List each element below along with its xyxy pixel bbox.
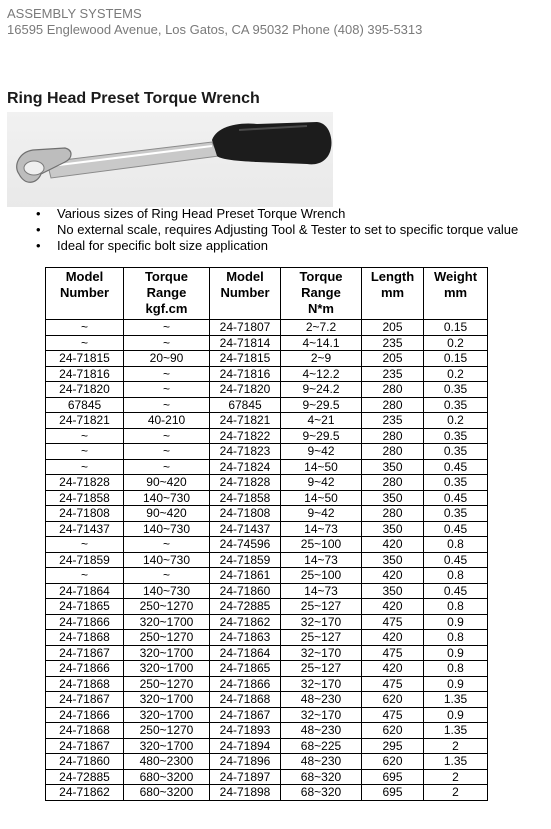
cell-length: 280	[362, 444, 424, 460]
cell-weight: 0.2	[424, 335, 488, 351]
cell-length: 620	[362, 723, 424, 739]
cell-weight: 0.35	[424, 382, 488, 398]
table-row	[46, 692, 488, 708]
cell-torque-nm: 14~73	[281, 552, 362, 568]
cell-model-number-2: 24-71824	[210, 459, 281, 475]
cell-length: 205	[362, 351, 424, 367]
cell-model-number-1: 24-71868	[46, 630, 124, 646]
cell-torque-kgfcm: ~	[124, 568, 210, 584]
cell-model-number-2: 24-71807	[210, 320, 281, 336]
cell-torque-kgfcm: 90~420	[124, 475, 210, 491]
table-row	[46, 707, 488, 723]
table-row	[46, 320, 488, 336]
cell-length: 420	[362, 568, 424, 584]
cell-torque-nm: 25~127	[281, 661, 362, 677]
cell-length: 350	[362, 490, 424, 506]
table-row	[46, 413, 488, 429]
cell-torque-nm: 14~50	[281, 459, 362, 475]
cell-weight: 0.2	[424, 366, 488, 382]
cell-model-number-1: 24-71867	[46, 692, 124, 708]
cell-torque-kgfcm: 480~2300	[124, 754, 210, 770]
cell-length: 475	[362, 614, 424, 630]
cell-torque-kgfcm: 320~1700	[124, 692, 210, 708]
cell-torque-kgfcm: 250~1270	[124, 676, 210, 692]
cell-model-number-1: ~	[46, 320, 124, 336]
cell-torque-nm: 68~320	[281, 785, 362, 801]
cell-weight: 0.35	[424, 444, 488, 460]
cell-weight: 0.35	[424, 506, 488, 522]
cell-length: 235	[362, 413, 424, 429]
cell-model-number-2: 24-71867	[210, 707, 281, 723]
cell-weight: 0.9	[424, 614, 488, 630]
cell-length: 475	[362, 676, 424, 692]
cell-torque-kgfcm: 140~730	[124, 552, 210, 568]
cell-model-number-2: 24-71862	[210, 614, 281, 630]
cell-length: 280	[362, 397, 424, 413]
cell-torque-nm: 9~42	[281, 475, 362, 491]
cell-model-number-2: 24-71815	[210, 351, 281, 367]
header-model-number-1: Model Number	[46, 268, 124, 320]
table-row	[46, 506, 488, 522]
cell-torque-kgfcm: ~	[124, 537, 210, 553]
cell-model-number-2: 24-71820	[210, 382, 281, 398]
cell-weight: 0.45	[424, 521, 488, 537]
product-title: Ring Head Preset Torque Wrench	[7, 90, 260, 107]
cell-length: 235	[362, 366, 424, 382]
cell-model-number-1: 24-71859	[46, 552, 124, 568]
table-row	[46, 583, 488, 599]
cell-torque-nm: 14~50	[281, 490, 362, 506]
cell-torque-nm: 2~9	[281, 351, 362, 367]
cell-weight: 0.9	[424, 707, 488, 723]
cell-torque-kgfcm: 320~1700	[124, 738, 210, 754]
cell-torque-nm: 14~73	[281, 583, 362, 599]
cell-length: 280	[362, 475, 424, 491]
cell-weight: 2	[424, 769, 488, 785]
cell-torque-nm: 25~127	[281, 630, 362, 646]
cell-length: 235	[362, 335, 424, 351]
cell-weight: 2	[424, 738, 488, 754]
cell-model-number-1: 24-71820	[46, 382, 124, 398]
header-torque-nm: Torque Range N*m	[281, 268, 362, 320]
cell-length: 620	[362, 754, 424, 770]
cell-torque-kgfcm: ~	[124, 382, 210, 398]
cell-weight: 0.8	[424, 599, 488, 615]
cell-weight: 0.9	[424, 645, 488, 661]
cell-weight: 0.35	[424, 397, 488, 413]
cell-torque-kgfcm: ~	[124, 397, 210, 413]
cell-length: 420	[362, 630, 424, 646]
cell-weight: 0.45	[424, 490, 488, 506]
cell-length: 280	[362, 506, 424, 522]
table-row	[46, 428, 488, 444]
cell-torque-nm: 68~320	[281, 769, 362, 785]
cell-weight: 1.35	[424, 723, 488, 739]
cell-weight: 0.8	[424, 661, 488, 677]
cell-torque-nm: 2~7.2	[281, 320, 362, 336]
cell-model-number-2: 24-71897	[210, 769, 281, 785]
cell-torque-nm: 48~230	[281, 692, 362, 708]
header-length: Length mm	[362, 268, 424, 320]
cell-model-number-1: 24-71815	[46, 351, 124, 367]
cell-model-number-1: 24-71437	[46, 521, 124, 537]
cell-model-number-1: 24-71868	[46, 723, 124, 739]
cell-torque-kgfcm: 320~1700	[124, 614, 210, 630]
cell-torque-kgfcm: 250~1270	[124, 630, 210, 646]
cell-torque-nm: 9~29.5	[281, 428, 362, 444]
cell-length: 420	[362, 661, 424, 677]
cell-length: 205	[362, 320, 424, 336]
cell-model-number-2: 24-71437	[210, 521, 281, 537]
cell-model-number-1: 24-71866	[46, 614, 124, 630]
cell-weight: 1.35	[424, 754, 488, 770]
cell-model-number-2: 24-71864	[210, 645, 281, 661]
cell-length: 620	[362, 692, 424, 708]
cell-torque-kgfcm: ~	[124, 366, 210, 382]
cell-model-number-1: ~	[46, 444, 124, 460]
cell-length: 695	[362, 769, 424, 785]
cell-torque-kgfcm: ~	[124, 444, 210, 460]
table-row	[46, 366, 488, 382]
cell-length: 695	[362, 785, 424, 801]
table-row	[46, 521, 488, 537]
cell-length: 295	[362, 738, 424, 754]
cell-torque-nm: 32~170	[281, 645, 362, 661]
cell-model-number-1: 24-71866	[46, 707, 124, 723]
cell-model-number-1: 24-71864	[46, 583, 124, 599]
cell-torque-kgfcm: 250~1270	[124, 723, 210, 739]
cell-length: 350	[362, 552, 424, 568]
table-row	[46, 676, 488, 692]
table-row	[46, 475, 488, 491]
cell-model-number-1: 24-71860	[46, 754, 124, 770]
cell-model-number-1: ~	[46, 537, 124, 553]
cell-weight: 0.2	[424, 413, 488, 429]
cell-torque-nm: 4~21	[281, 413, 362, 429]
cell-model-number-1: 24-71862	[46, 785, 124, 801]
cell-torque-kgfcm: 140~730	[124, 521, 210, 537]
header-weight: Weight mm	[424, 268, 488, 320]
cell-model-number-1: 24-71865	[46, 599, 124, 615]
cell-model-number-2: 24-72885	[210, 599, 281, 615]
feature-item: • Various sizes of Ring Head Preset Torque Wrench	[36, 206, 518, 222]
cell-torque-kgfcm: ~	[124, 320, 210, 336]
cell-length: 475	[362, 707, 424, 723]
table-row	[46, 382, 488, 398]
cell-torque-nm: 32~170	[281, 676, 362, 692]
feature-item: • Ideal for specific bolt size application	[36, 238, 518, 254]
feature-item: • No external scale, requires Adjusting Tool & Tester to set to specific torque value	[36, 222, 518, 238]
cell-torque-nm: 32~170	[281, 707, 362, 723]
cell-length: 420	[362, 599, 424, 615]
table-row	[46, 754, 488, 770]
cell-torque-kgfcm: 40-210	[124, 413, 210, 429]
cell-model-number-1: ~	[46, 459, 124, 475]
cell-weight: 0.45	[424, 552, 488, 568]
cell-torque-kgfcm: 320~1700	[124, 707, 210, 723]
cell-weight: 0.8	[424, 568, 488, 584]
cell-model-number-2: 24-71866	[210, 676, 281, 692]
cell-model-number-1: ~	[46, 568, 124, 584]
cell-model-number-2: 24-71828	[210, 475, 281, 491]
cell-length: 350	[362, 521, 424, 537]
cell-model-number-1: 24-71816	[46, 366, 124, 382]
feature-list	[36, 206, 518, 254]
cell-torque-nm: 9~42	[281, 506, 362, 522]
cell-torque-nm: 25~100	[281, 537, 362, 553]
cell-torque-nm: 4~12.2	[281, 366, 362, 382]
cell-weight: 0.35	[424, 428, 488, 444]
cell-model-number-2: 24-71898	[210, 785, 281, 801]
cell-model-number-1: 24-71867	[46, 738, 124, 754]
table-row	[46, 614, 488, 630]
cell-model-number-1: ~	[46, 335, 124, 351]
cell-weight: 1.35	[424, 692, 488, 708]
cell-model-number-2: 24-71860	[210, 583, 281, 599]
table-row	[46, 397, 488, 413]
cell-torque-nm: 9~29.5	[281, 397, 362, 413]
cell-weight: 2	[424, 785, 488, 801]
company-address: 16595 Englewood Avenue, Los Gatos, CA 95032 Phone (408) 395-5313	[7, 22, 423, 37]
cell-model-number-1: 24-72885	[46, 769, 124, 785]
header-torque-kgfcm: Torque Range kgf.cm	[124, 268, 210, 320]
cell-torque-kgfcm: ~	[124, 335, 210, 351]
company-header	[7, 6, 422, 38]
table-row	[46, 645, 488, 661]
cell-model-number-2: 24-71814	[210, 335, 281, 351]
table-row	[46, 723, 488, 739]
cell-model-number-2: 24-71861	[210, 568, 281, 584]
cell-torque-nm: 48~230	[281, 754, 362, 770]
table-row	[46, 599, 488, 615]
cell-weight: 0.8	[424, 537, 488, 553]
cell-model-number-2: 24-71821	[210, 413, 281, 429]
cell-torque-kgfcm: 250~1270	[124, 599, 210, 615]
cell-model-number-1: 24-71868	[46, 676, 124, 692]
table-row	[46, 459, 488, 475]
company-name: ASSEMBLY SYSTEMS	[7, 6, 142, 21]
cell-torque-nm: 25~100	[281, 568, 362, 584]
table-row	[46, 568, 488, 584]
cell-model-number-1: 24-71808	[46, 506, 124, 522]
table-header-row	[46, 268, 488, 320]
cell-model-number-2: 24-71893	[210, 723, 281, 739]
header-model-number-2: Model Number	[210, 268, 281, 320]
cell-model-number-1: 24-71858	[46, 490, 124, 506]
cell-torque-kgfcm: 680~3200	[124, 785, 210, 801]
cell-torque-kgfcm: 90~420	[124, 506, 210, 522]
table-row	[46, 444, 488, 460]
cell-length: 350	[362, 459, 424, 475]
cell-weight: 0.8	[424, 630, 488, 646]
cell-torque-kgfcm: 320~1700	[124, 661, 210, 677]
cell-model-number-1: 24-71866	[46, 661, 124, 677]
cell-model-number-2: 24-71896	[210, 754, 281, 770]
cell-length: 280	[362, 382, 424, 398]
cell-torque-nm: 32~170	[281, 614, 362, 630]
cell-model-number-2: 67845	[210, 397, 281, 413]
cell-torque-nm: 14~73	[281, 521, 362, 537]
cell-weight: 0.15	[424, 351, 488, 367]
table-row	[46, 537, 488, 553]
table-row	[46, 552, 488, 568]
cell-length: 420	[362, 537, 424, 553]
cell-model-number-1: ~	[46, 428, 124, 444]
cell-weight: 0.15	[424, 320, 488, 336]
cell-model-number-2: 24-71808	[210, 506, 281, 522]
cell-weight: 0.9	[424, 676, 488, 692]
cell-model-number-2: 24-71859	[210, 552, 281, 568]
spec-table	[45, 267, 488, 801]
cell-model-number-1: 24-71821	[46, 413, 124, 429]
cell-model-number-2: 24-71822	[210, 428, 281, 444]
cell-model-number-2: 24-71863	[210, 630, 281, 646]
cell-model-number-1: 24-71828	[46, 475, 124, 491]
cell-weight: 0.45	[424, 459, 488, 475]
table-row	[46, 335, 488, 351]
cell-model-number-2: 24-71868	[210, 692, 281, 708]
cell-torque-kgfcm: 140~730	[124, 583, 210, 599]
cell-torque-nm: 9~42	[281, 444, 362, 460]
cell-length: 350	[362, 583, 424, 599]
cell-model-number-1: 24-71867	[46, 645, 124, 661]
cell-model-number-2: 24-71823	[210, 444, 281, 460]
table-row	[46, 661, 488, 677]
cell-torque-kgfcm: 140~730	[124, 490, 210, 506]
cell-torque-kgfcm: 320~1700	[124, 645, 210, 661]
cell-torque-nm: 48~230	[281, 723, 362, 739]
table-row	[46, 630, 488, 646]
cell-model-number-2: 24-71865	[210, 661, 281, 677]
wrench-photo	[7, 112, 333, 207]
cell-length: 280	[362, 428, 424, 444]
cell-model-number-2: 24-71816	[210, 366, 281, 382]
table-row	[46, 490, 488, 506]
cell-weight: 0.45	[424, 583, 488, 599]
table-row	[46, 351, 488, 367]
cell-model-number-2: 24-71894	[210, 738, 281, 754]
cell-torque-nm: 9~24.2	[281, 382, 362, 398]
table-row	[46, 769, 488, 785]
cell-torque-kgfcm: ~	[124, 459, 210, 475]
cell-torque-nm: 68~225	[281, 738, 362, 754]
cell-torque-kgfcm: 20~90	[124, 351, 210, 367]
cell-model-number-1: 67845	[46, 397, 124, 413]
cell-torque-nm: 25~127	[281, 599, 362, 615]
cell-length: 475	[362, 645, 424, 661]
cell-torque-nm: 4~14.1	[281, 335, 362, 351]
cell-torque-kgfcm: 680~3200	[124, 769, 210, 785]
ring-head-wrench-icon	[7, 112, 333, 207]
cell-torque-kgfcm: ~	[124, 428, 210, 444]
table-row	[46, 738, 488, 754]
cell-model-number-2: 24-71858	[210, 490, 281, 506]
cell-weight: 0.35	[424, 475, 488, 491]
table-row	[46, 785, 488, 801]
cell-model-number-2: 24-74596	[210, 537, 281, 553]
